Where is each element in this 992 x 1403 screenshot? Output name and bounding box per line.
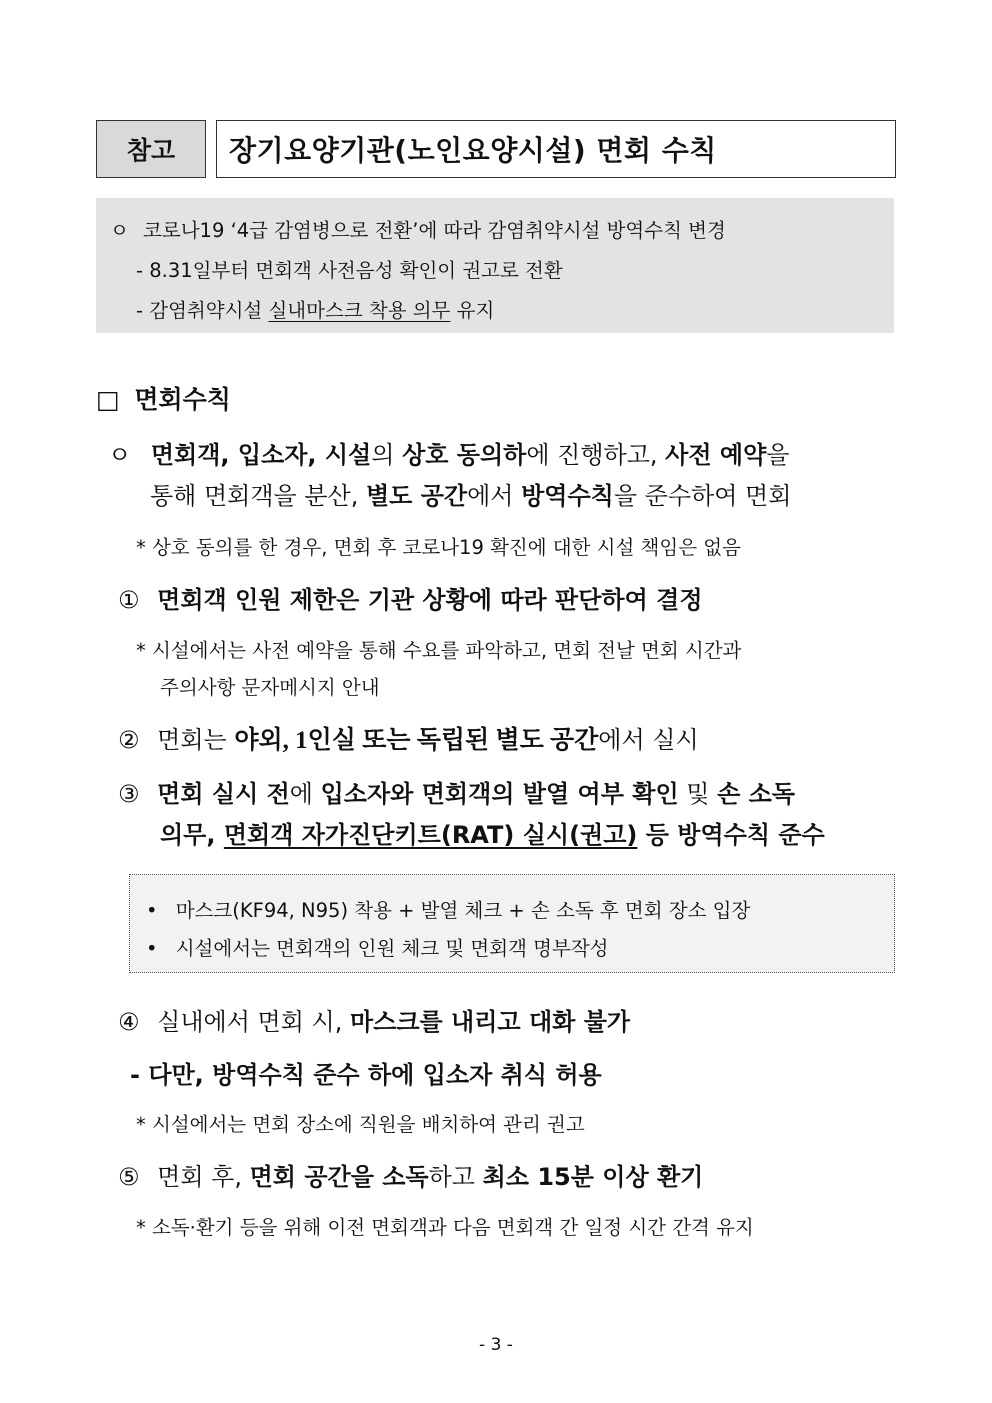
info-box (129, 874, 895, 973)
item-4-bold: 마스크를 내리고 대화 불가 (349, 1008, 631, 1036)
info-box-item-1 (146, 895, 750, 923)
item-3-text: 등 방역수칙 준수 (637, 821, 825, 849)
p1-line-1 (108, 435, 789, 470)
item-3-underlined: 면회객 자가진단키트(RAT) 실시(권고) (223, 821, 638, 849)
item-2 (118, 720, 699, 756)
item-2-text: 면회는 (157, 726, 235, 754)
p1-text: 통해 면회객을 분산, (150, 482, 366, 510)
item-4-note: * 시설에서는 면회 장소에 직원을 배치하여 관리 권고 (136, 1113, 585, 1136)
item-1-note-line-1: * 시설에서는 사전 예약을 통해 수요를 파악하고, 면회 전날 면회 시간과 (136, 639, 742, 662)
p1-line-2 (150, 476, 791, 511)
item-5-note: * 소독·환기 등을 위해 이전 면회객과 다음 면회객 간 일정 시간 간격 유지 (136, 1216, 754, 1239)
item-5 (118, 1157, 703, 1192)
item-1-note-line-2: 주의사항 문자메시지 안내 (160, 676, 380, 699)
summary-line-3-a: - 감염취약시설 (136, 299, 269, 322)
item-1-number: ① (118, 586, 140, 614)
item-2-bold: 야외, 1인실 또는 독립된 별도 공간 (234, 727, 599, 754)
item-1-text: 면회객 인원 제한은 기관 상황에 따라 판단하여 결정 (157, 586, 703, 614)
p1-bold-reservation: 사전 예약 (665, 441, 767, 469)
section-title: 면회수칙 (134, 385, 231, 414)
item-2-number: ② (118, 726, 140, 754)
item-3-bold: 면회 실시 전 (157, 780, 290, 808)
info-box-item-2-text: 시설에서는 면회객의 인원 체크 및 면회객 명부작성 (175, 937, 609, 960)
summary-line-3-underlined: 실내마스크 착용 의무 (268, 299, 451, 322)
p1-bold-consent: 상호 동의하 (402, 441, 527, 469)
summary-line-3-c: 유지 (450, 299, 495, 322)
bullet-icon: • (146, 937, 158, 960)
summary-line-2: - 8.31일부터 면회객 사전음성 확인이 권고로 전환 (136, 259, 563, 282)
item-3-line-1 (118, 774, 795, 809)
p1-bullet: ㅇ (108, 441, 132, 469)
summary-text-1: 코로나19 ‘4급 감염병으로 전환’에 따라 감염취약시설 방역수칙 변경 (143, 219, 726, 242)
item-2-text: 에서 실시 (598, 726, 699, 754)
page-number: - 3 - (479, 1335, 513, 1355)
page-title: 장기요양기관(노인요양시설) 면회 수칙 (216, 120, 896, 178)
info-box-item-1-text: 마스크(KF94, N95) 착용 + 발열 체크 + 손 소독 후 면회 장소 입장 (175, 899, 751, 922)
item-1 (118, 580, 703, 615)
summary-box (96, 198, 894, 333)
item-5-text: 하고 (428, 1163, 483, 1191)
item-4 (118, 1002, 630, 1037)
summary-line-3 (136, 295, 494, 323)
item-5-number: ⑤ (118, 1163, 140, 1191)
summary-bullet: ㅇ (110, 219, 129, 242)
item-3-text: 의무, (160, 821, 224, 849)
bullet-icon: • (146, 899, 158, 922)
p1-bold-parties: 면회객, 입소자, 시설 (150, 441, 372, 469)
p1-bold-space: 별도 공간 (366, 482, 468, 510)
reference-label: 참고 (96, 120, 206, 178)
p1-note: * 상호 동의를 한 경우, 면회 후 코로나19 확진에 대한 시설 책임은 없음 (136, 536, 741, 559)
p1-text: 을 준수하여 면회 (613, 482, 792, 510)
item-3-text: 및 (678, 780, 718, 808)
p1-text: 의 (371, 441, 403, 469)
info-box-item-2 (146, 933, 609, 961)
p1-text: 에 진행하고, (526, 441, 666, 469)
item-4-number: ④ (118, 1008, 140, 1036)
item-5-text: 면회 후, (157, 1163, 250, 1191)
p1-text: 에서 (467, 482, 522, 510)
summary-line-1 (110, 215, 726, 243)
item-3-line-2 (160, 815, 825, 850)
item-4-sub: - 다만, 방역수칙 준수 하에 입소자 취식 허용 (130, 1061, 602, 1089)
section-heading (96, 380, 231, 416)
item-4-text: 실내에서 면회 시, (157, 1008, 350, 1036)
item-3-bold: 손 소독 (717, 780, 795, 808)
p1-bold-rules: 방역수칙 (521, 482, 614, 510)
item-5-bold: 최소 15분 이상 환기 (482, 1163, 704, 1191)
item-3-bold: 입소자와 면회객의 발열 여부 확인 (320, 780, 679, 808)
item-3-text: 에 (289, 780, 321, 808)
item-3-number: ③ (118, 780, 140, 808)
p1-text: 을 (766, 441, 790, 469)
item-5-bold: 면회 공간을 소독 (249, 1163, 429, 1191)
section-marker: □ (96, 385, 120, 414)
